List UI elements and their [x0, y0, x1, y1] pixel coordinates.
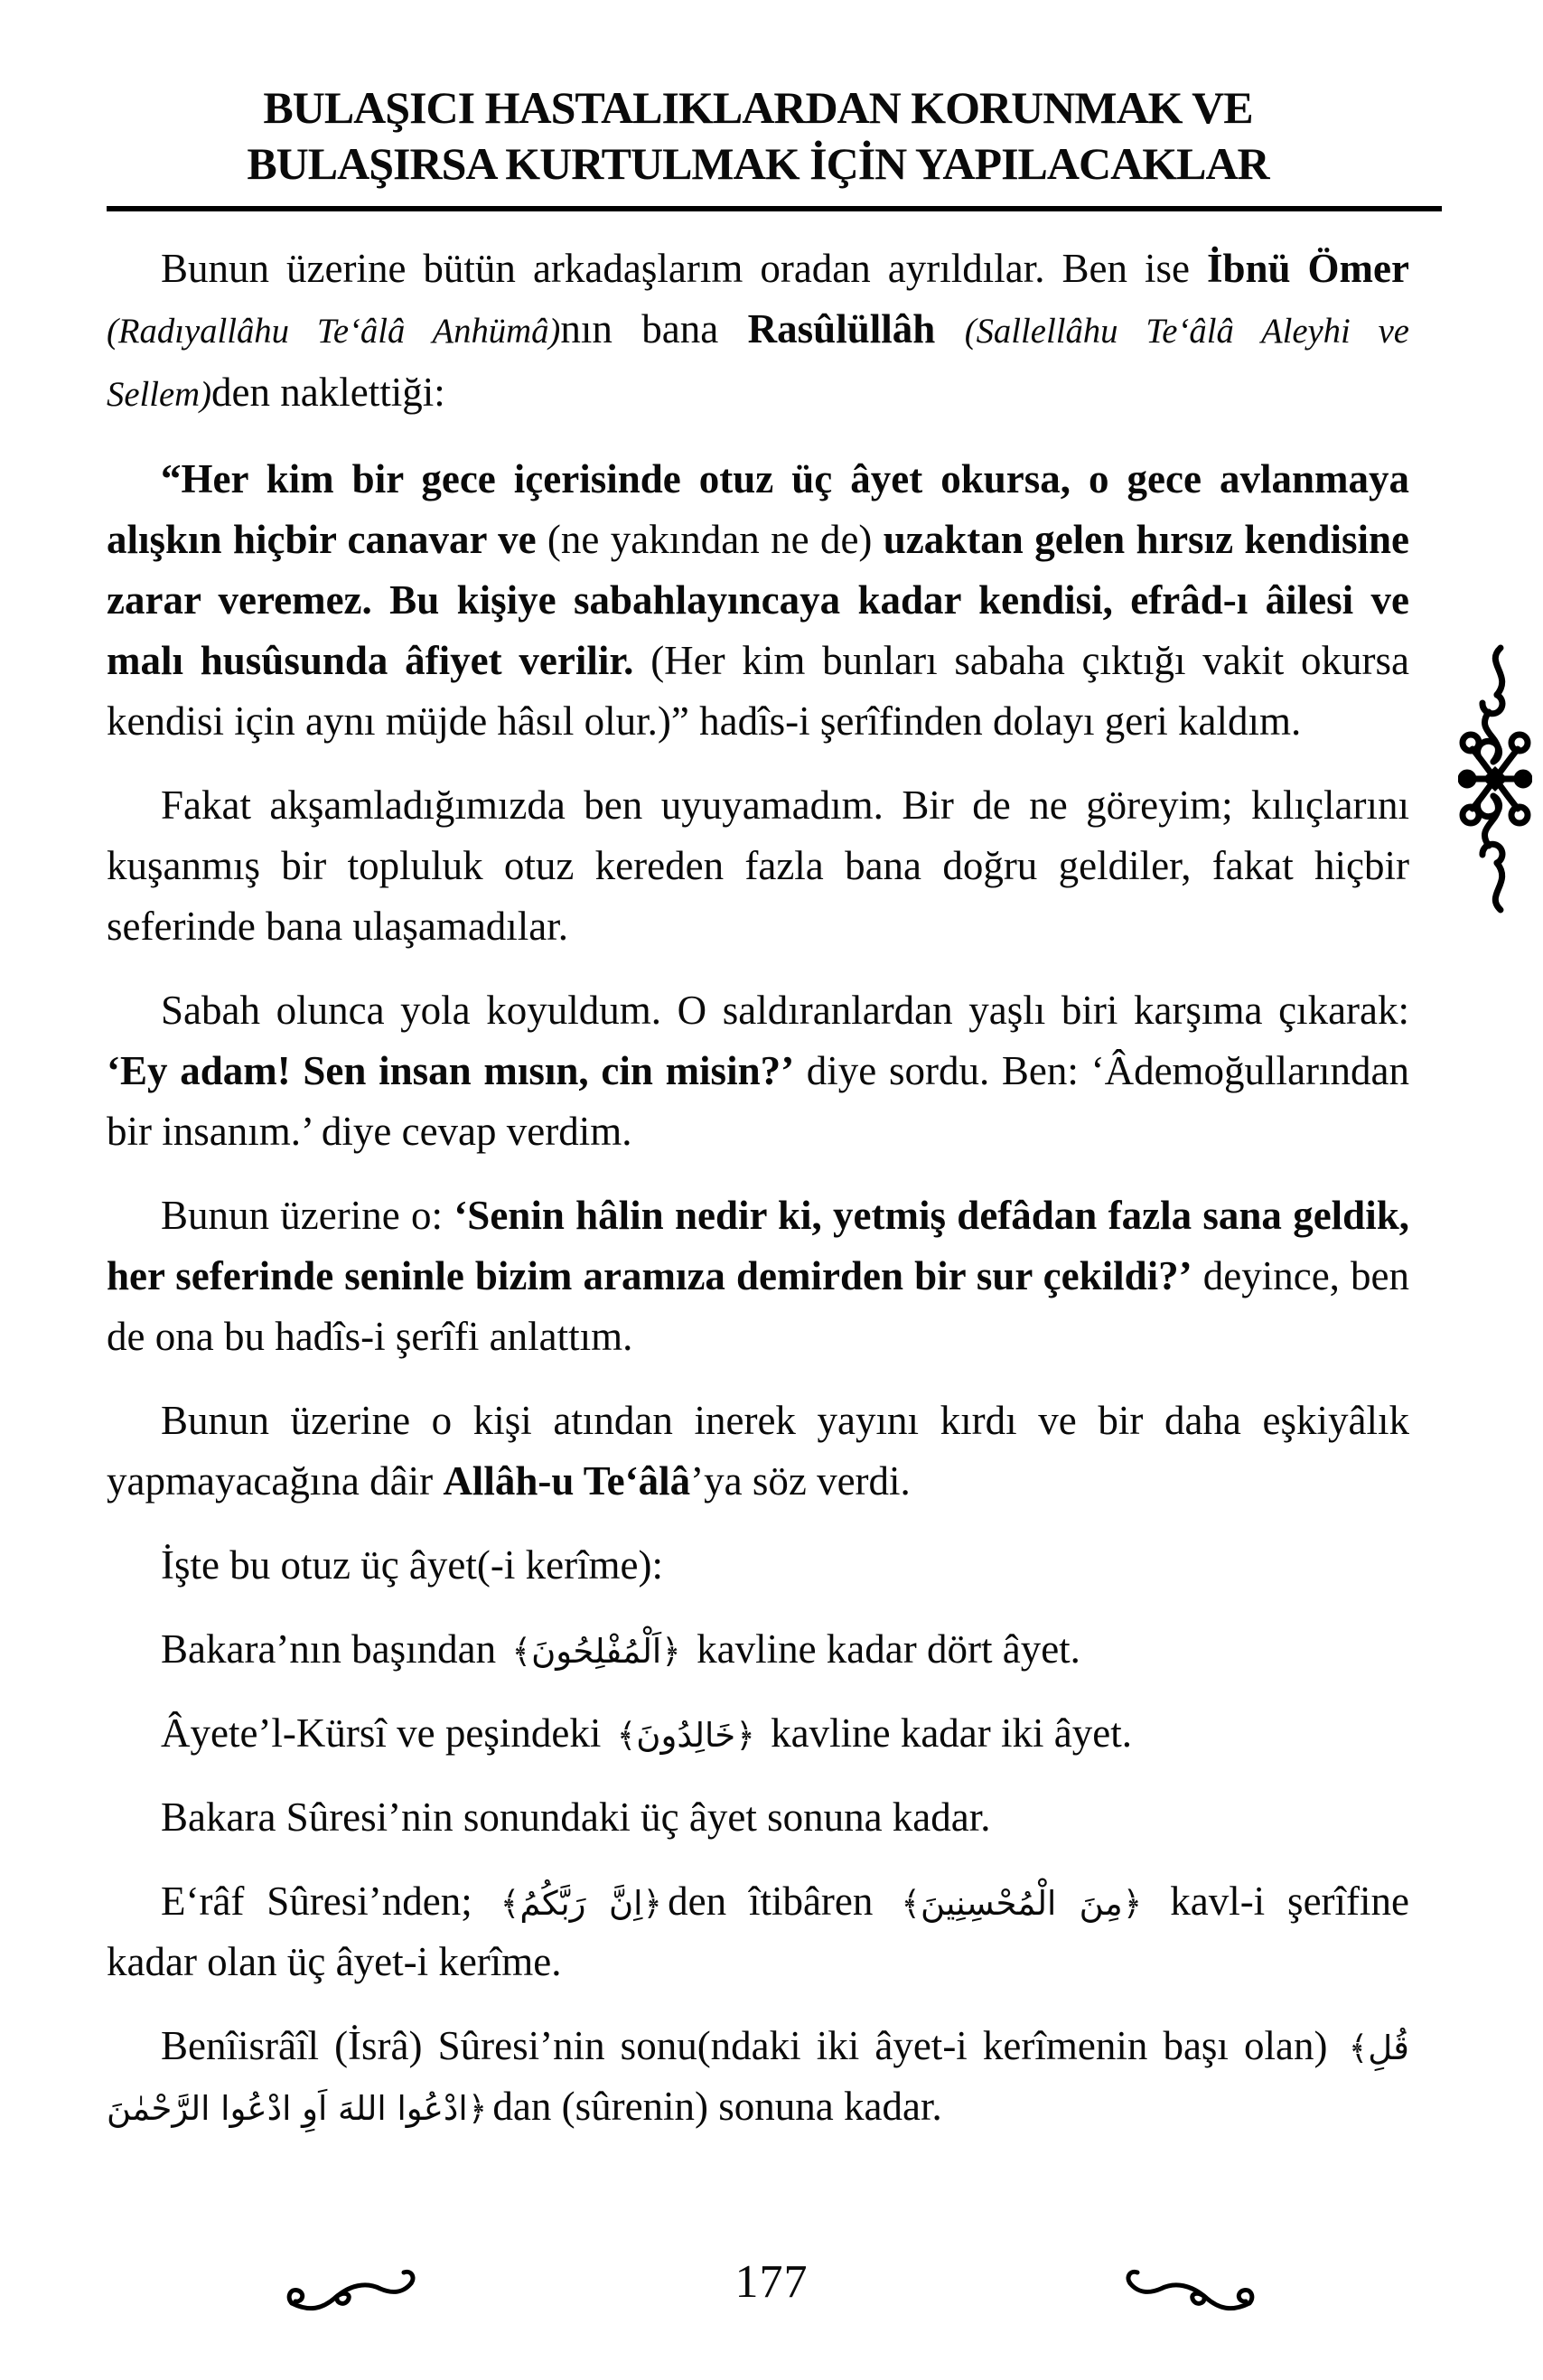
text-run-bold: Allâh-u Te‘âlâ	[443, 1458, 691, 1504]
text-run-bold: ‘Ey adam! Sen insan mısın, cin misin?’	[107, 1048, 795, 1093]
text-run: kavline kadar iki âyet.	[760, 1710, 1132, 1756]
text-run: nın bana	[560, 306, 748, 351]
chapter-title-line-1: BULAŞICI HASTALIKLARDAN KORUNMAK VE	[263, 82, 1253, 133]
text-run: Fakat akşamladığımızda ben uyuyamadım. Bir de ne göreyim; kılıçlarını kuşanmış bir topluluk otuz kereden fazla bana doğru geldiler, fakat hiçbir seferinde bana ulaşamadılar.	[107, 782, 1409, 949]
chapter-header	[107, 80, 1409, 211]
page-number: 177	[734, 2256, 809, 2308]
chapter-title-line-2: BULAŞIRSA KURTULMAK İÇİN YAPILACAKLAR	[247, 138, 1269, 189]
arabesque-side-ornament-icon	[1458, 643, 1532, 914]
text-run: diye sordu. Ben: ‘Âdemoğullarından bir insanım.’ diye cevap verdim.	[107, 1048, 1409, 1154]
text-run-italic: (Radıyallâhu Te‘âlâ Anhümâ)	[107, 313, 561, 351]
arabic-quote: ﴾خَالِدُونَ﴿	[616, 1716, 755, 1755]
paragraph-morning-encounter	[107, 980, 1409, 1162]
paragraph-eraf	[107, 1871, 1409, 1992]
paragraph-bakara-end	[107, 1787, 1409, 1848]
arabic-quote: ﴾قُلِ ادْعُوا اللهَ اَوِ ادْعُوا الرَّحْمٰنَ﴿	[107, 2029, 1409, 2128]
arabic-quote: ﴾مِنَ الْمُحْسِنِينَ﴿	[901, 1884, 1143, 1923]
arabic-quote: ﴾اِنَّ رَبَّكُمُ﴿	[500, 1884, 663, 1923]
text-run: Bakara Sûresi’nin sonundaki üç âyet sonuna kadar.	[161, 1794, 991, 1840]
text-run: deyince, ben de ona bu hadîs-i şerîfi anlattım.	[107, 1253, 1409, 1359]
text-run-bold: Rasûlüllâh	[747, 306, 965, 351]
text-run-bold: ‘Senin hâlin nedir ki, yetmiş defâdan fazla sana geldik, her seferinde seninle bizim aramıza demirden bir sur çekildi?’	[107, 1193, 1409, 1298]
paragraph-iron-wall	[107, 1185, 1409, 1367]
text-run: E‘râf Sûresi’nden;	[161, 1879, 495, 1924]
paragraph-beniisrail	[107, 2016, 1409, 2137]
paragraph-ayet-intro	[107, 1535, 1409, 1596]
text-run: İşte bu otuz üç âyet(-i kerîme):	[161, 1542, 664, 1588]
swash-flourish-right-icon	[1123, 2263, 1258, 2319]
arabic-quote: ﴾اَلْمُفْلِحُونَ﴿	[511, 1632, 681, 1671]
text-run: den naklettiği:	[211, 370, 445, 415]
text-run: (Her kim bunları sabaha çıktığı vakit okursa kendisi için aynı müjde hâsıl olur.)” hadîs-i şerîfinden dolayı geri kaldım.	[107, 638, 1409, 744]
text-run: ’ya söz verdi.	[690, 1458, 911, 1504]
text-run: Bunun üzerine o kişi atından inerek yayını kırdı ve bir daha eşkiyâlık yapmayacağına dâir	[107, 1398, 1409, 1504]
text-run: (ne yakından ne de)	[547, 517, 884, 562]
text-column	[107, 80, 1409, 2160]
paragraph-repentance	[107, 1391, 1409, 1512]
paragraph-bakara-start	[107, 1619, 1409, 1680]
text-run-bold: “Her kim bir gece içerisinde otuz üç âyet okursa, o gece avlanmaya alışkın hiçbir canavar ve	[107, 456, 1409, 562]
text-run-bold: uzaktan gelen hırsız kendisine zarar veremez. Bu kişiye sabahlayıncaya kadar kendisi, efrâd-ı âilesi ve malı husûsunda âfiyet verilir.	[107, 517, 1409, 683]
text-run: kavline kadar dört âyet.	[686, 1626, 1080, 1672]
text-run: dan (sûrenin) sonuna kadar.	[492, 2084, 942, 2129]
text-run: Bunun üzerine bütün arkadaşlarım oradan ayrıldılar. Ben ise	[161, 246, 1207, 291]
text-run: Âyete’l-Kürsî ve peşindeki	[161, 1710, 612, 1756]
text-run-bold: İbnü Ömer	[1206, 246, 1409, 291]
text-run: Benîisrâîl (İsrâ) Sûresi’nin sonu(ndaki iki âyet-i kerîmenin başı olan)	[161, 2023, 1343, 2068]
text-run: den îtibâren	[668, 1879, 896, 1924]
body-text	[107, 239, 1409, 2137]
text-run: Bunun üzerine o:	[161, 1193, 454, 1238]
paragraph-narration-intro	[107, 239, 1409, 426]
paragraph-night-attack	[107, 775, 1409, 957]
text-run: kavl-i şerîfine kadar olan üç âyet-i kerîme.	[107, 1879, 1409, 1984]
text-run: Bakara’nın başından	[161, 1626, 507, 1672]
paragraph-hadith-quote	[107, 449, 1409, 752]
header-rule	[107, 206, 1442, 211]
paragraph-ayetel-kursi	[107, 1703, 1409, 1764]
text-run-italic: (Sallellâhu Te‘âlâ Aleyhi ve Sellem)	[107, 313, 1409, 414]
text-run: Sabah olunca yola koyuldum. O saldıranlardan yaşlı biri karşıma çıkarak:	[161, 988, 1409, 1033]
